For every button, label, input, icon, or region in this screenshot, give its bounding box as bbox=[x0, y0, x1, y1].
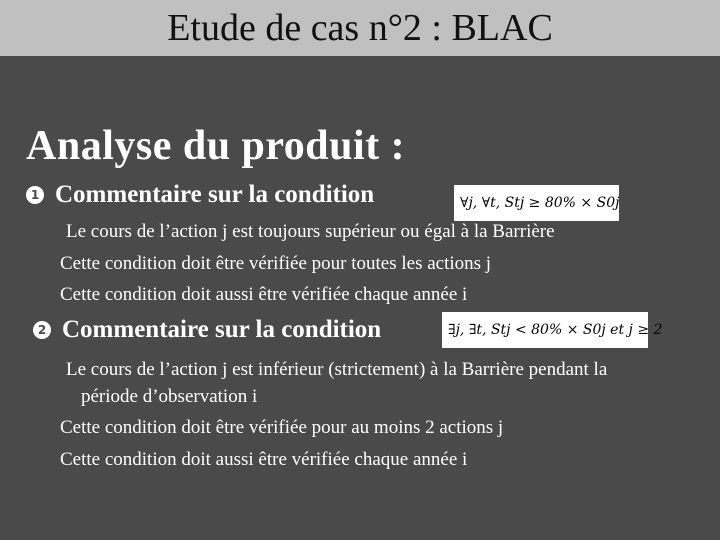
condition-1-title: Commentaire sur la condition bbox=[55, 181, 375, 208]
condition-2-title: Commentaire sur la condition bbox=[62, 316, 382, 343]
condition-1-header bbox=[26, 181, 374, 209]
condition-2-line-1: Le cours de l’action j est inférieur (strictement) à la Barrière pendant la bbox=[66, 359, 608, 380]
condition-1-line-3: Cette condition doit aussi être vérifiée chaque année i bbox=[60, 284, 468, 305]
condition-1-line-2: Cette condition doit être vérifiée pour toutes les actions j bbox=[60, 253, 492, 274]
slide-title: Etude de cas n°2 : BLAC bbox=[167, 7, 553, 49]
section-heading: Analyse du produit : bbox=[26, 123, 406, 169]
condition-2-header bbox=[33, 316, 381, 344]
condition-1-formula: ∀j, ∀t, Stj ≥ 80% × S0j bbox=[454, 185, 619, 221]
bullet-number-2: 2 bbox=[33, 321, 51, 339]
condition-2-line-4: Cette condition doit aussi être vérifiée chaque année i bbox=[60, 449, 468, 470]
bullet-number-1: 1 bbox=[26, 186, 44, 204]
condition-2-line-2: période d’observation i bbox=[81, 386, 258, 407]
condition-2-formula: ∃j, ∃t, Stj < 80% × S0j et j ≥ 2 bbox=[442, 312, 648, 348]
condition-2-line-3: Cette condition doit être vérifiée pour au moins 2 actions j bbox=[60, 417, 504, 438]
condition-1-line-1: Le cours de l’action j est toujours supérieur ou égal à la Barrière bbox=[66, 221, 555, 242]
